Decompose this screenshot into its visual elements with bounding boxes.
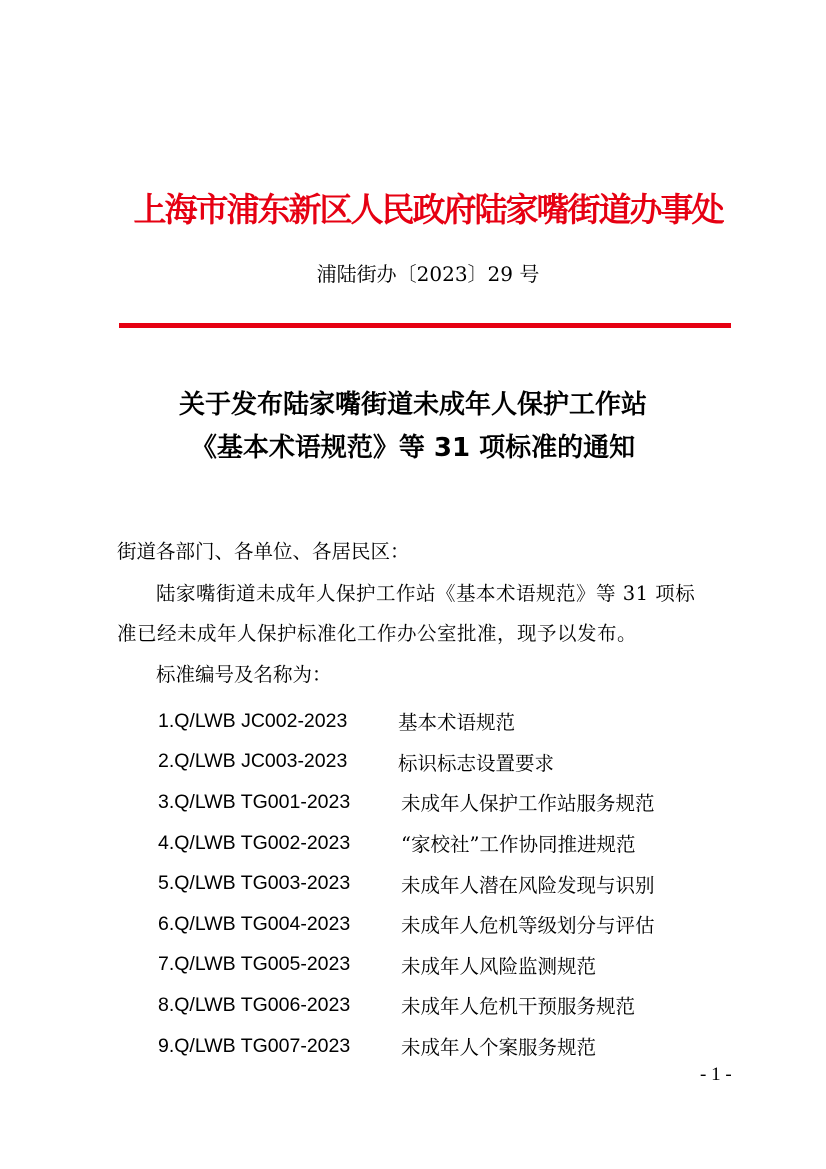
standard-item [158, 742, 555, 783]
standard-code: 2.Q/LWB JC003-2023 [158, 750, 348, 773]
standard-name: 基本术语规范 [398, 711, 516, 735]
standard-item [158, 904, 655, 945]
document-number: 浦陆街办〔2023〕29 号 [316, 262, 540, 286]
standard-item [158, 823, 636, 864]
standards-list [158, 701, 655, 1066]
standard-name: 未成年人危机干预服务规范 [401, 995, 636, 1019]
body-paragraph-line-2: 准已经未成年人保护标准化工作办公室批准，现予以发布。 [117, 622, 638, 645]
notice-title-line-1: 关于发布陆家嘴街道未成年人保护工作站 [178, 390, 647, 420]
red-divider-rule [119, 323, 731, 328]
standard-code: 7.Q/LWB TG005-2023 [158, 953, 351, 976]
salutation: 街道各部门、各单位、各居民区： [117, 540, 410, 563]
body-paragraph-line-1: 陆家嘴街道未成年人保护工作站《基本术语规范》等 31 项标 [156, 582, 696, 605]
standard-name: “家校社”工作协同推进规范 [401, 833, 636, 857]
standard-code: 6.Q/LWB TG004-2023 [158, 912, 351, 935]
standard-code: 1.Q/LWB JC002-2023 [158, 709, 348, 732]
standard-name: 标识标志设置要求 [398, 751, 555, 775]
standard-name: 未成年人潜在风险发现与识别 [401, 873, 655, 897]
standard-name: 未成年人个案服务规范 [401, 1036, 597, 1060]
standard-name: 未成年人危机等级划分与评估 [401, 914, 655, 938]
standard-item [158, 863, 655, 904]
standard-code: 5.Q/LWB TG003-2023 [158, 872, 351, 895]
standard-code: 4.Q/LWB TG002-2023 [158, 831, 351, 854]
notice-title-line-2: 《基本术语规范》等 31 项标准的通知 [190, 433, 636, 463]
standard-code: 9.Q/LWB TG007-2023 [158, 1034, 351, 1057]
issuing-organization-header: 上海市浦东新区人民政府陆家嘴街道办事处 [133, 190, 723, 229]
standard-item [158, 985, 636, 1026]
standards-list-intro: 标准编号及名称为： [156, 663, 332, 686]
standard-code: 3.Q/LWB TG001-2023 [158, 790, 351, 813]
standard-item [158, 945, 597, 986]
standard-item [158, 701, 516, 742]
standard-name: 未成年人保护工作站服务规范 [401, 792, 655, 816]
standard-code: 8.Q/LWB TG006-2023 [158, 993, 351, 1016]
standard-name: 未成年人风险监测规范 [401, 954, 597, 978]
standard-item [158, 782, 655, 823]
page-number: - 1 - [700, 1064, 732, 1085]
standard-item [158, 1026, 597, 1067]
